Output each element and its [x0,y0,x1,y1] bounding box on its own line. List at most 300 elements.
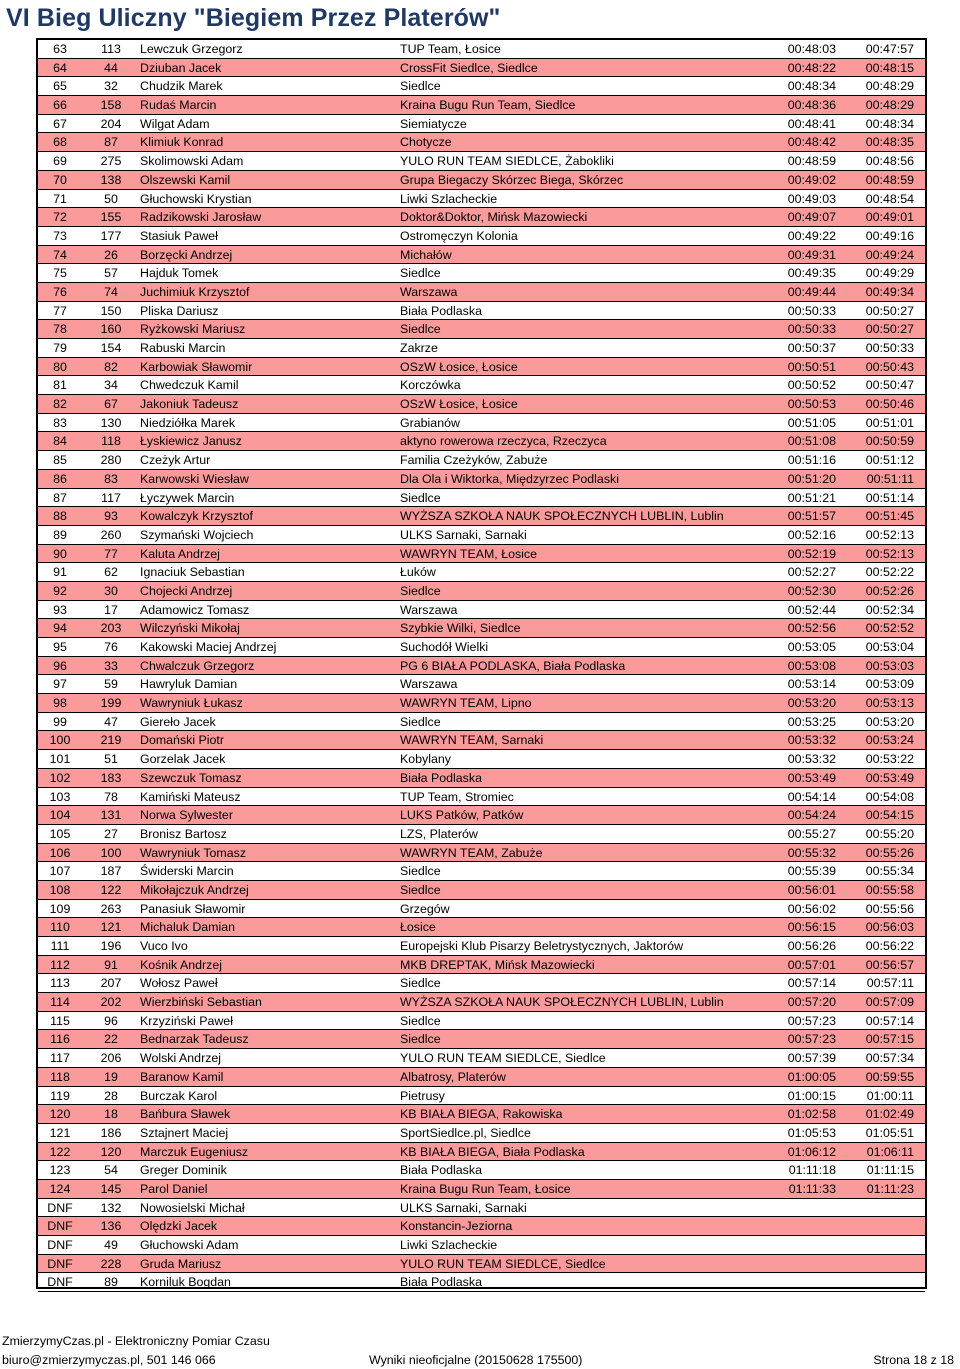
gun-time-cell: 00:48:59 [787,154,836,169]
name-cell: Kaluta Andrzej [140,546,220,561]
gun-time-cell: 00:53:32 [787,733,836,748]
place-cell: 102 [49,770,71,785]
table-row [38,339,925,358]
net-time-cell: 00:54:15 [865,808,914,823]
place-cell: DNF [47,1238,73,1252]
table-row [38,1143,925,1162]
name-cell: Olędzki Jacek [140,1219,218,1234]
gun-time-cell: 00:53:49 [787,770,836,785]
club-cell: Siedlce [400,976,441,991]
gun-time-cell: 00:50:51 [787,359,836,374]
place-cell: 63 [53,42,67,56]
club-cell: YULO RUN TEAM SIEDLCE, Siedlce [400,1051,606,1066]
bib-cell: 132 [100,1200,122,1215]
net-time-cell: 00:49:16 [865,228,914,243]
name-cell: Domański Piotr [140,733,225,748]
bib-cell: 138 [100,172,122,187]
net-time-cell: 01:06:11 [866,1144,914,1159]
table-row [38,470,925,489]
table-row [38,283,925,302]
bib-cell: 117 [101,490,121,505]
club-cell: Siedlce [400,322,441,337]
net-time-cell: 00:51:45 [865,509,914,524]
table-row [38,731,925,750]
table-row [38,376,925,395]
gun-time-cell: 00:57:20 [787,995,836,1010]
table-row [38,956,925,975]
gun-time-cell: 00:49:07 [787,210,836,225]
net-time-cell: 01:02:49 [865,1107,914,1122]
bib-cell: 26 [104,247,118,262]
bib-cell: 49 [104,1238,118,1252]
table-row [38,1273,925,1292]
name-cell: Pliska Dariusz [140,303,219,318]
bib-cell: 82 [104,359,118,374]
table-row [38,432,925,451]
bib-cell: 50 [104,191,118,206]
name-cell: Wilgat Adam [140,116,210,131]
table-row [38,862,925,881]
place-cell: 98 [53,696,67,711]
gun-time-cell: 00:51:20 [787,471,836,486]
table-row [38,937,925,956]
place-cell: 108 [49,882,71,897]
club-cell: Warszawa [400,677,458,692]
place-cell: 107 [49,864,71,879]
place-cell: 77 [53,303,67,318]
table-row [38,451,925,470]
gun-time-cell: 01:00:05 [787,1069,836,1084]
gun-time-cell: 00:56:26 [787,939,836,953]
gun-time-cell: 00:49:03 [787,191,836,206]
place-cell: DNF [47,1275,73,1290]
bib-cell: 22 [104,1032,118,1047]
net-time-cell: 00:48:59 [865,172,914,187]
place-cell: 118 [50,1069,70,1084]
gun-time-cell: 00:53:25 [787,714,836,729]
bib-cell: 87 [104,135,118,150]
name-cell: Gorzelak Jacek [140,752,226,767]
place-cell: 64 [53,60,67,75]
bib-cell: 17 [104,602,118,617]
name-cell: Korniluk Bogdan [140,1275,231,1290]
net-time-cell: 00:50:27 [865,322,914,337]
table-row [38,601,925,620]
name-cell: Szymański Wojciech [140,527,254,542]
place-cell: 103 [49,789,71,804]
table-row [38,1236,925,1255]
gun-time-cell: 01:02:58 [787,1107,836,1122]
net-time-cell: 00:50:43 [865,359,914,374]
net-time-cell: 00:52:22 [865,565,914,580]
net-time-cell: 00:56:03 [865,920,914,935]
footer-page-number: Strona 18 z 18 [873,1353,954,1367]
bib-cell: 183 [100,770,122,785]
net-time-cell: 01:11:15 [866,1163,914,1178]
table-row [38,844,925,863]
club-cell: Europejski Klub Pisarzy Beletrystycznych, Jaktorów [400,939,684,953]
table-row [38,638,925,657]
bib-cell: 83 [104,471,118,486]
club-cell: WAWRYN TEAM, Lipno [400,696,532,711]
name-cell: Łyskiewicz Janusz [140,434,242,449]
gun-time-cell: 00:50:37 [787,341,836,355]
net-time-cell: 00:53:49 [865,770,914,785]
club-cell: WYŻSZA SZKOŁA NAUK SPOŁECZNYCH LUBLIN, Lublin [400,995,724,1010]
place-cell: 122 [49,1144,71,1159]
name-cell: Norwa Sylwester [140,808,233,823]
footer-contact: biuro@zmierzymyczas.pl, 501 146 066 [2,1353,216,1367]
gun-time-cell: 01:00:15 [787,1088,836,1103]
net-time-cell: 00:48:56 [865,154,914,169]
club-cell: CrossFit Siedlce, Siedlce [400,60,538,75]
club-cell: Grabianów [400,415,460,430]
bib-cell: 202 [100,995,122,1010]
gun-time-cell: 01:11:18 [788,1163,836,1178]
gun-time-cell: 00:57:14 [787,976,836,991]
table-row [38,414,925,433]
net-time-cell: 00:47:57 [865,42,914,56]
place-cell: 83 [53,415,67,430]
bib-cell: 89 [104,1275,118,1290]
bib-cell: 155 [100,210,122,225]
name-cell: Skolimowski Adam [140,154,244,169]
gun-time-cell: 00:52:56 [787,621,836,636]
name-cell: Vuco Ivo [140,939,188,953]
bib-cell: 187 [100,864,122,879]
place-cell: 82 [53,397,67,412]
net-time-cell: 01:05:51 [865,1125,914,1140]
bib-cell: 120 [100,1144,122,1159]
gun-time-cell: 00:57:23 [787,1013,836,1028]
gun-time-cell: 00:51:57 [787,509,836,524]
gun-time-cell: 00:52:30 [787,583,836,598]
results-table [36,38,927,1289]
name-cell: Rudaś Marcin [140,98,217,113]
net-time-cell: 00:53:03 [865,658,914,673]
bib-cell: 122 [100,882,122,897]
net-time-cell: 00:55:34 [865,864,914,879]
name-cell: Burczak Karol [140,1088,218,1103]
bib-cell: 54 [104,1163,118,1178]
net-time-cell: 00:50:59 [865,434,914,449]
table-row [38,1049,925,1068]
place-cell: 106 [49,845,71,860]
net-time-cell: 00:49:29 [865,266,914,281]
club-cell: SportSiedlce.pl, Siedlce [400,1125,531,1140]
club-cell: KB BIAŁA BIEGA, Rakowiska [400,1107,563,1122]
bib-cell: 27 [104,826,118,841]
table-row [38,227,925,246]
gun-time-cell: 00:52:19 [787,546,836,561]
club-cell: Siedlce [400,864,441,879]
net-time-cell: 00:53:13 [865,696,914,711]
club-cell: WAWRYN TEAM, Zabuże [400,845,543,860]
name-cell: Kamiński Mateusz [140,789,241,804]
bib-cell: 204 [100,116,122,131]
gun-time-cell: 00:51:08 [787,434,836,449]
table-row [38,900,925,919]
club-cell: Michałów [400,247,452,262]
gun-time-cell: 00:53:32 [787,752,836,767]
place-cell: 75 [53,266,67,281]
name-cell: Sztajnert Maciej [140,1125,229,1140]
net-time-cell: 00:50:47 [865,378,914,393]
bib-cell: 118 [101,434,121,449]
place-cell: 65 [53,79,67,94]
place-cell: 80 [53,359,67,374]
club-cell: Konstancin-Jeziorna [400,1219,513,1234]
name-cell: Kakowski Maciej Andrzej [140,640,277,654]
name-cell: Kośnik Andrzej [140,957,222,972]
bib-cell: 19 [104,1069,118,1084]
name-cell: Bańbura Sławek [140,1107,231,1122]
net-time-cell: 00:49:01 [865,210,914,225]
table-row [38,489,925,508]
club-cell: Dla Ola i Wiktorka, Międzyrzec Podlaski [400,471,619,486]
place-cell: 69 [53,154,67,169]
place-cell: 112 [50,957,70,972]
gun-time-cell: 01:06:12 [787,1144,836,1159]
net-time-cell: 00:53:20 [865,714,914,729]
net-time-cell: 00:48:54 [865,191,914,206]
gun-time-cell: 00:52:27 [787,565,836,580]
place-cell: 97 [53,677,67,692]
net-time-cell: 00:51:14 [865,490,914,505]
club-cell: Korczówka [400,378,461,393]
table-row [38,918,925,937]
place-cell: 114 [50,995,70,1010]
club-cell: ULKS Sarnaki, Sarnaki [400,527,527,542]
net-time-cell: 00:57:14 [865,1013,914,1028]
club-cell: Kobylany [400,752,451,767]
club-cell: TUP Team, Łosice [400,42,501,56]
club-cell: Suchodół Wielki [400,640,489,654]
name-cell: Świderski Marcin [140,864,234,879]
club-cell: WAWRYN TEAM, Łosice [400,546,538,561]
bib-cell: 206 [100,1051,122,1066]
name-cell: Chwedczuk Kamil [140,378,239,393]
name-cell: Hajduk Tomek [140,266,219,281]
bib-cell: 177 [100,228,122,243]
name-cell: Juchimiuk Krzysztof [140,284,250,299]
net-time-cell: 00:57:11 [866,976,914,991]
net-time-cell: 00:50:27 [865,303,914,318]
table-row [38,302,925,321]
bib-cell: 28 [104,1088,118,1103]
bib-cell: 260 [100,527,122,542]
name-cell: Gruda Mariusz [140,1256,222,1271]
net-time-cell: 00:51:12 [865,453,914,468]
net-time-cell: 00:51:01 [865,415,914,430]
net-time-cell: 00:55:26 [865,845,914,860]
gun-time-cell: 00:56:15 [787,920,836,935]
table-row [38,526,925,545]
name-cell: Wilczyński Mikołaj [140,621,240,636]
name-cell: Radzikowski Jarosław [140,210,262,225]
gun-time-cell: 00:49:02 [787,172,836,187]
net-time-cell: 00:48:34 [865,116,914,131]
table-row [38,750,925,769]
name-cell: Panasiuk Sławomir [140,901,246,916]
table-row [38,1180,925,1199]
bib-cell: 145 [100,1181,122,1196]
net-time-cell: 00:48:35 [865,135,914,150]
bib-cell: 160 [100,322,122,337]
table-row [38,769,925,788]
table-row [38,96,925,115]
net-time-cell: 00:53:22 [865,752,914,767]
net-time-cell: 00:48:29 [865,98,914,113]
bib-cell: 93 [104,509,118,524]
table-row [38,788,925,807]
club-cell: OSzW Łosice, Łosice [400,397,518,412]
gun-time-cell: 00:50:33 [787,303,836,318]
net-time-cell: 00:54:08 [865,789,914,804]
net-time-cell: 00:52:13 [865,527,914,542]
name-cell: Ryżkowski Mariusz [140,322,246,337]
gun-time-cell: 00:49:22 [787,228,836,243]
table-row [38,825,925,844]
bib-cell: 154 [100,341,122,355]
club-cell: aktyno rowerowa rzeczyca, Rzeczyca [400,434,607,449]
bib-cell: 280 [100,453,122,468]
bib-cell: 136 [100,1219,122,1234]
club-cell: Siedlce [400,490,441,505]
name-cell: Szewczuk Tomasz [140,770,242,785]
table-row [38,152,925,171]
club-cell: Pietrusy [400,1088,445,1103]
club-cell: Łuków [400,565,436,580]
bib-cell: 18 [104,1107,118,1122]
club-cell: Familia Czeżyków, Zabuże [400,453,548,468]
club-cell: TUP Team, Stromiec [400,789,514,804]
place-cell: 95 [53,640,67,654]
gun-time-cell: 01:05:53 [787,1125,836,1140]
place-cell: 84 [53,434,67,449]
gun-time-cell: 00:57:23 [787,1032,836,1047]
club-cell: Albatrosy, Platerów [400,1069,506,1084]
table-row [38,246,925,265]
table-row [38,77,925,96]
place-cell: 100 [49,733,71,748]
footer-company: ZmierzymyCzas.pl - Elektroniczny Pomiar Czasu [2,1334,270,1348]
net-time-cell: 00:57:15 [865,1032,914,1047]
gun-time-cell: 00:48:41 [787,116,836,131]
name-cell: Borzęcki Andrzej [140,247,233,262]
club-cell: Siedlce [400,1032,441,1047]
club-cell: Ostromęczyn Kolonia [400,228,518,243]
club-cell: Siemiatycze [400,116,467,131]
gun-time-cell: 00:49:31 [787,247,836,262]
net-time-cell: 00:53:24 [865,733,914,748]
place-cell: 101 [49,752,71,767]
name-cell: Chojecki Andrzej [140,583,233,598]
name-cell: Wołosz Paweł [140,976,218,991]
table-row [38,1030,925,1049]
club-cell: Kraina Bugu Run Team, Łosice [400,1181,571,1196]
name-cell: Michaluk Damian [140,920,236,935]
table-row [38,545,925,564]
name-cell: Wolski Andrzej [140,1051,222,1066]
table-row [38,1087,925,1106]
place-cell: DNF [47,1256,73,1271]
bib-cell: 91 [104,957,118,972]
club-cell: WYŻSZA SZKOŁA NAUK SPOŁECZNYCH LUBLIN, Lublin [400,509,724,524]
net-time-cell: 00:56:22 [865,939,914,953]
net-time-cell: 00:52:52 [865,621,914,636]
gun-time-cell: 00:53:14 [787,677,836,692]
bib-cell: 150 [100,303,122,318]
net-time-cell: 00:50:46 [865,397,914,412]
bib-cell: 158 [100,98,122,113]
place-cell: 105 [49,826,71,841]
club-cell: Chotycze [400,135,452,150]
bib-cell: 59 [104,677,118,692]
gun-time-cell: 00:52:44 [787,602,836,617]
name-cell: Wawryniuk Tomasz [140,845,247,860]
club-cell: Siedlce [400,266,441,281]
bib-cell: 219 [100,733,122,748]
net-time-cell: 00:56:57 [865,957,914,972]
table-row [38,993,925,1012]
bib-cell: 130 [100,415,122,430]
net-time-cell: 00:51:11 [866,471,914,486]
table-row [38,806,925,825]
name-cell: Nowosielski Michał [140,1200,245,1215]
bib-cell: 263 [100,901,122,916]
table-row [38,694,925,713]
place-cell: 73 [53,228,67,243]
table-row [38,320,925,339]
table-row [38,507,925,526]
club-cell: WAWRYN TEAM, Sarnaki [400,733,544,748]
bib-cell: 33 [104,658,118,673]
bib-cell: 51 [104,752,118,767]
place-cell: 119 [50,1088,70,1103]
bib-cell: 47 [104,714,118,729]
club-cell: Biała Podlaska [400,1275,482,1290]
place-cell: 115 [50,1013,70,1028]
table-row [38,657,925,676]
place-cell: 85 [53,453,67,468]
name-cell: Stasiuk Paweł [140,228,218,243]
table-row [38,582,925,601]
bib-cell: 74 [104,284,118,299]
place-cell: 66 [53,98,67,113]
place-cell: 70 [53,172,67,187]
gun-time-cell: 00:54:14 [787,789,836,804]
club-cell: Kraina Bugu Run Team, Siedlce [400,98,576,113]
place-cell: 91 [53,565,67,580]
club-cell: Siedlce [400,714,441,729]
club-cell: KB BIAŁA BIEGA, Biała Podlaska [400,1144,585,1159]
net-time-cell: 00:52:26 [865,583,914,598]
gun-time-cell: 00:48:34 [787,79,836,94]
bib-cell: 207 [100,976,122,991]
name-cell: Giereło Jacek [140,714,216,729]
net-time-cell: 00:59:55 [865,1069,914,1084]
net-time-cell: 00:52:34 [865,602,914,617]
bib-cell: 30 [104,583,118,598]
place-cell: 109 [49,901,71,916]
name-cell: Parol Daniel [140,1181,208,1196]
name-cell: Bronisz Bartosz [140,826,227,841]
bib-cell: 228 [100,1256,122,1271]
bib-cell: 275 [100,154,122,169]
name-cell: Baranow Kamil [140,1069,224,1084]
club-cell: Grzegów [400,901,450,916]
